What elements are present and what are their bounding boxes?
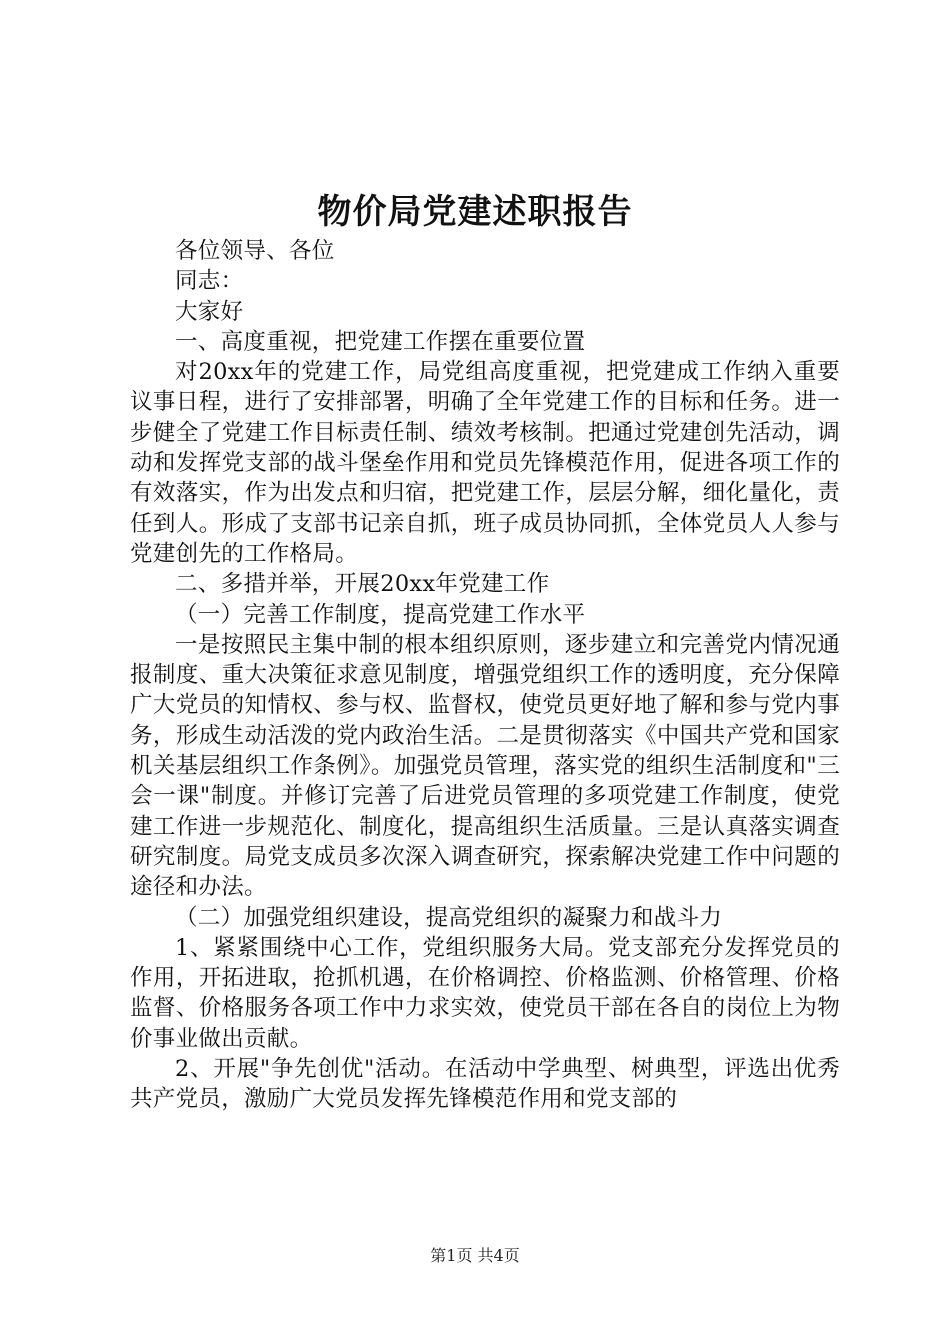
document-title: 物价局党建述职报告 xyxy=(317,192,633,232)
paragraph-salutation-1: 各位领导、各位 xyxy=(175,238,335,264)
section-heading-2: 二、多措并举，开展20xx年党建工作 xyxy=(175,571,550,598)
paragraph-salutation-2: 同志： xyxy=(175,268,244,295)
paragraph: 一是按照民主集中制的根本组织原则，逐步建立和完善党内情况通报制度、重大决策征求意见制度，增强党组织工作的透明度，充分保障广大党员的知情权、参与权、监督权，使党员更好地了解和参与党内事务，形成生动活泼的党内政治生活。二是贯彻落实《中国共产党和国家机关基层组织工作条例》。加强党员管理，落实党的组织生活制度和"三会一课"制度。并修订完善了后进党员管理的多项党建工作制度，使党建工作进一步规范化、制度化，提高组织生活质量。三是认真落实调查研究制度。局党支成员多次深入调查研究，探索解决党建工作中问题的途径和办法。 xyxy=(130,631,840,901)
document-body xyxy=(130,236,840,1115)
paragraph-greeting: 大家好 xyxy=(175,298,244,325)
page-footer: 第1页 共4页 xyxy=(430,1246,520,1265)
paragraph: 2、开展"争先创优"活动。在活动中学典型、树典型，评选出优秀共产党员，激励广大党员发挥先锋模范作用和党支部的 xyxy=(130,1056,840,1113)
section-heading-1: 一、高度重视，把党建工作摆在重要位置 xyxy=(175,328,586,355)
subsection-heading-2: （二）加强党组织建设，提高党组织的凝聚力和战斗力 xyxy=(175,904,723,931)
paragraph: 1、紧紧围绕中心工作，党组织服务大局。党支部充分发挥党员的作用，开拓进取，抢抓机遇，在价格调控、价格监测、价格管理、价格监督、价格服务各项工作中力求实效，使党员干部在各自的岗位上为物价事业做出贡献。 xyxy=(130,934,840,1052)
paragraph: 对20xx年的党建工作，局党组高度重视，把党建成工作纳入重要议事日程，进行了安排部署，明确了全年党建工作的目标和任务。进一步健全了党建工作目标责任制、绩效考核制。把通过党建创先活动，调动和发挥党支部的战斗堡垒作用和党员先锋模范作用，促进各项工作的有效落实，作为出发点和归宿，把党建工作，层层分解，细化量化，责任到人。形成了支部书记亲自抓，班子成员协同抓，全体党员人人参与党建创先的工作格局。 xyxy=(130,359,840,567)
subsection-heading-1: （一）完善工作制度，提高党建工作水平 xyxy=(175,601,586,628)
